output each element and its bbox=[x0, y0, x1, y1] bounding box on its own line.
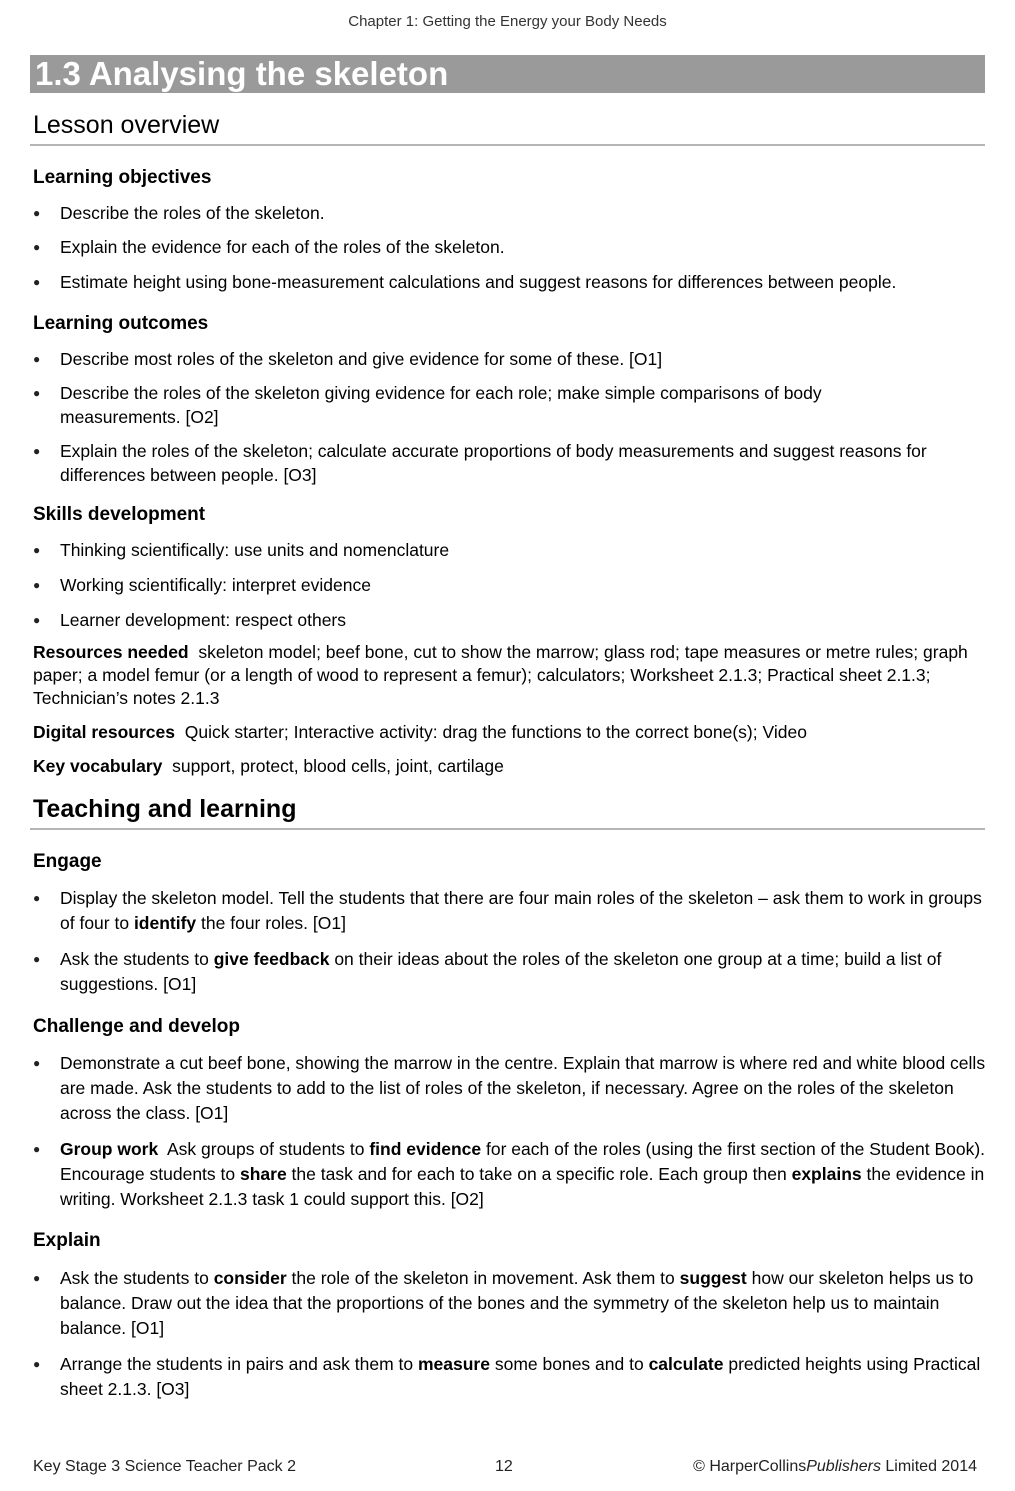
list-item: ● Explain the roles of the skeleton; calculate accurate proportions of body measurements and suggest reasons for differences between people. [O3] bbox=[33, 439, 988, 487]
text: on their ideas about the roles of the skeleton one group at a time; build a list of suggestions. [O1] bbox=[60, 949, 942, 994]
keyword: consider bbox=[213, 1268, 287, 1288]
text: how our skeleton helps us to balance. Draw out the idea that the proportions of the bones and the symmetry of the skeleton help us to maintain balance. [O1] bbox=[60, 1268, 974, 1338]
engage-heading: Engage bbox=[33, 851, 102, 872]
list-item bbox=[33, 1266, 988, 1341]
list-item: ● Describe the roles of the skeleton. bbox=[33, 201, 988, 225]
text: the role of the skeleton in movement. Ask them to bbox=[286, 1268, 680, 1288]
list-item bbox=[33, 886, 988, 936]
keyword: calculate bbox=[648, 1354, 724, 1374]
text: predicted heights using Practical sheet 2.1.3. [O3] bbox=[60, 1354, 981, 1399]
list-item bbox=[33, 1352, 988, 1402]
footer-book-title: Key Stage 3 Science Teacher Pack 2 bbox=[33, 1458, 296, 1475]
keyword: measure bbox=[417, 1354, 490, 1374]
learning-objectives-heading: Learning objectives bbox=[33, 167, 212, 188]
digital-resources bbox=[33, 721, 983, 744]
challenge-develop-heading: Challenge and develop bbox=[33, 1016, 240, 1037]
running-header: Chapter 1: Getting the Energy your Body Needs bbox=[348, 13, 667, 30]
digital-label: Digital resources bbox=[33, 722, 175, 742]
list-item: ● Thinking scientifically: use units and nomenclature bbox=[33, 538, 988, 562]
page-number: 12 bbox=[495, 1458, 513, 1475]
keyword: share bbox=[239, 1164, 287, 1184]
list-item bbox=[33, 947, 988, 997]
text: some bones and to bbox=[489, 1354, 649, 1374]
keyword: give feedback bbox=[213, 949, 330, 969]
text: Display the skeleton model. Tell the students that there are four main roles of the skeleton – ask them to work in groups of four to bbox=[60, 888, 982, 933]
text: Ask the students to bbox=[60, 949, 214, 969]
explain-list bbox=[33, 1266, 988, 1402]
lesson-overview-heading: Lesson overview bbox=[30, 110, 985, 146]
page-title: 1.3 Analysing the skeleton bbox=[35, 55, 449, 92]
skills-list bbox=[33, 538, 988, 632]
explain-heading: Explain bbox=[33, 1230, 101, 1251]
list-item: ● Describe the roles of the skeleton giving evidence for each role; make simple comparisons of body measurements. [O2] bbox=[33, 381, 988, 429]
resources-needed bbox=[33, 641, 983, 710]
copyright-prefix: © HarperCollins bbox=[693, 1458, 807, 1475]
keyword: identify bbox=[133, 913, 197, 933]
list-item: ● Describe most roles of the skeleton and give evidence for some of these. [O1] bbox=[33, 347, 988, 371]
challenge-list bbox=[33, 1051, 988, 1212]
keyword: explains bbox=[791, 1164, 862, 1184]
resources-label: Resources needed bbox=[33, 642, 189, 662]
text: Arrange the students in pairs and ask them to bbox=[60, 1354, 418, 1374]
title-bar bbox=[30, 55, 985, 93]
resources-text: skeleton model; beef bone, cut to show the marrow; glass rod; tape measures or metre rules; graph paper; a model femur (or a length of wood to represent a femur); calculators; Worksheet 2.1.3; Practical sheet 2.1.3; Technician’s notes 2.1.3 bbox=[33, 642, 968, 708]
copyright-italic: Publishers bbox=[806, 1458, 881, 1475]
learning-objectives-list bbox=[33, 201, 988, 294]
skills-development-heading: Skills development bbox=[33, 504, 206, 525]
digital-text: Quick starter; Interactive activity: drag the functions to the correct bone(s); Video bbox=[184, 722, 807, 742]
list-item: ● Learner development: respect others bbox=[33, 608, 988, 632]
list-item: ● Explain the evidence for each of the roles of the skeleton. bbox=[33, 235, 988, 259]
learning-outcomes-heading: Learning outcomes bbox=[33, 313, 209, 334]
list-item: ● Demonstrate a cut beef bone, showing the marrow in the centre. Explain that marrow is where red and white blood cells are made. Ask the students to add to the list of roles of the skeleton, if necessary. Agree on the roles of the skeleton across the class. [O1] bbox=[33, 1051, 988, 1126]
text: the four roles. [O1] bbox=[196, 913, 346, 933]
text: Ask the students to bbox=[60, 1268, 214, 1288]
keyword: Group work bbox=[60, 1139, 159, 1159]
list-item bbox=[33, 1137, 988, 1212]
vocabulary-text: support, protect, blood cells, joint, cartilage bbox=[172, 756, 504, 776]
copyright-suffix: Limited 2014 bbox=[880, 1458, 977, 1475]
engage-list bbox=[33, 886, 988, 997]
text: for each of the roles (using the first section of the Student Book). Encourage students to bbox=[60, 1139, 986, 1184]
text: the task and for each to take on a specific role. Each group then bbox=[286, 1164, 792, 1184]
text: the evidence in writing. Worksheet 2.1.3 task 1 could support this. [O2] bbox=[60, 1164, 985, 1209]
key-vocabulary bbox=[33, 755, 983, 778]
text: Ask groups of students to bbox=[166, 1139, 370, 1159]
vocabulary-label: Key vocabulary bbox=[33, 756, 163, 776]
keyword: suggest bbox=[679, 1268, 747, 1288]
list-item: ● Estimate height using bone-measurement calculations and suggest reasons for differences between people. bbox=[33, 270, 988, 294]
copyright bbox=[693, 1458, 977, 1476]
list-item: ● Working scientifically: interpret evidence bbox=[33, 573, 988, 597]
keyword: find evidence bbox=[369, 1139, 482, 1159]
teaching-learning-heading: Teaching and learning bbox=[30, 794, 985, 830]
learning-outcomes-list bbox=[33, 347, 988, 487]
